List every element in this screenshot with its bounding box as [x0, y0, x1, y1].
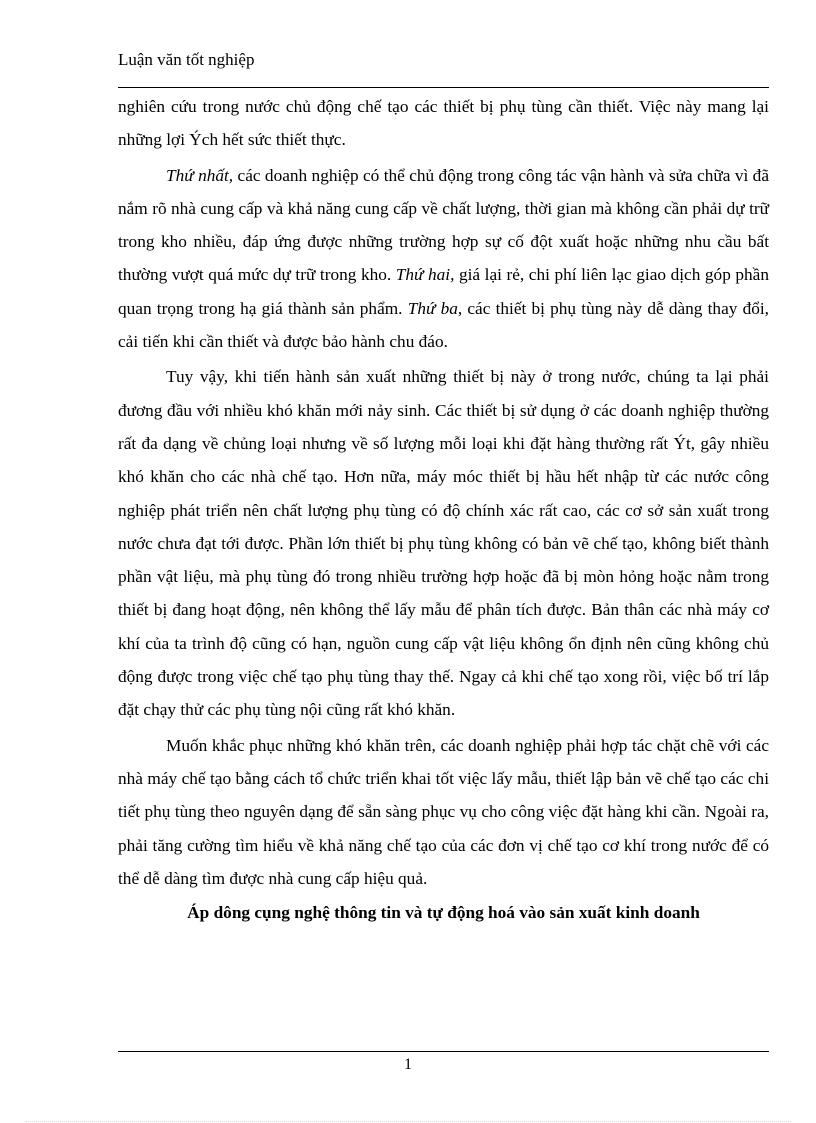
page-number: 1 [404, 1056, 412, 1073]
paragraph-difficulties: Tuy vậy, khi tiến hành sản xuất những thiết bị này ở trong nước, chúng ta lại phải đương đầu với nhiều khó khăn mới nảy sinh. Các thiết bị sử dụng ở các doanh nghiệp thường rất đa dạng về chủng loại nhưng về số lượng mỗi loại khi đặt hàng thường rất Ýt, gây nhiều khó khăn cho các nhà chế tạo. Hơn nữa, máy móc thiết bị hầu hết nhập từ các nước công nghiệp phát triển nên chất lượng phụ tùng có độ chính xác rất cao, các cơ sở sản xuất trong nước chưa đạt tới được. Phần lớn thiết bị phụ tùng không có bản vẽ chế tạo, không biết thành phần vật liệu, mà phụ tùng đó trong nhiều trường hợp hoặc đã bị mòn hỏng hoặc nằm trong thiết bị đang hoạt động, nên không thể lấy mẫu để phân tích được. Bản thân các nhà máy cơ khí của ta trình độ cũng có hạn, nguồn cung cấp vật liệu không ổn định nên cũng không chủ động được trong việc chế tạo phụ tùng thay thế. Ngay cả khi chế tạo xong rồi, việc bố trí lắp đặt chạy thử các phụ tùng nội cũng rất khó khăn. [118, 367, 769, 720]
paragraph-advantages: Thứ nhất, các doanh nghiệp có thể chủ động trong công tác vận hành và sửa chữa vì đã nắm rõ nhà cung cấp và khả năng cung cấp về chất lượng, thời gian mà không cần phải dự trữ trong kho nhiều, đáp ứng được những trường hợp sự cố đột xuất hoặc những nhu cầu bất thường vượt quá mức dự trữ trong kho. Thứ hai, giá lại rẻ, chi phí liên lạc giao dịch góp phần quan trọng trong hạ giá thành sản phẩm. Thứ ba, các thiết bị phụ tùng này dễ dàng thay đổi, cải tiến khi cần thiết và được bảo hành chu đáo. [118, 165, 769, 352]
page-break-line [25, 1121, 791, 1122]
paragraph-solutions: Muốn khắc phục những khó khăn trên, các doanh nghiệp phải hợp tác chặt chẽ với các nhà máy chế tạo bằng cách tổ chức triển khai tốt việc lấy mẫu, thiết lập bản vẽ chế tạo các chi tiết phụ tùng theo nguyên dạng để sẵn sàng phục vụ cho công việc đặt hàng khi cần. Ngoài ra, phải tăng cường tìm hiểu về khả năng chế tạo của các đơn vị chế tạo cơ khí trong nước để có thể dễ dàng tìm được nhà cung cấp hiệu quả. [118, 735, 769, 888]
italic-term-first: Thứ nhất, [166, 165, 234, 185]
italic-term-second: Thứ hai, [395, 265, 455, 285]
footer-rule [118, 1051, 769, 1052]
running-header: Luận văn tốt nghiệp [118, 50, 255, 69]
document-body [118, 90, 769, 929]
italic-term-third: Thứ ba, [407, 298, 463, 318]
header-rule [118, 87, 769, 88]
section-heading: Áp dông cụng nghệ thông tin và tự động hoá vào sản xuất kinh doanh [187, 903, 700, 923]
paragraph-continuation: nghiên cứu trong nước chủ động chế tạo các thiết bị phụ tùng cần thiết. Việc này mang lại những lợi Ých hết sức thiết thực. [118, 97, 769, 150]
